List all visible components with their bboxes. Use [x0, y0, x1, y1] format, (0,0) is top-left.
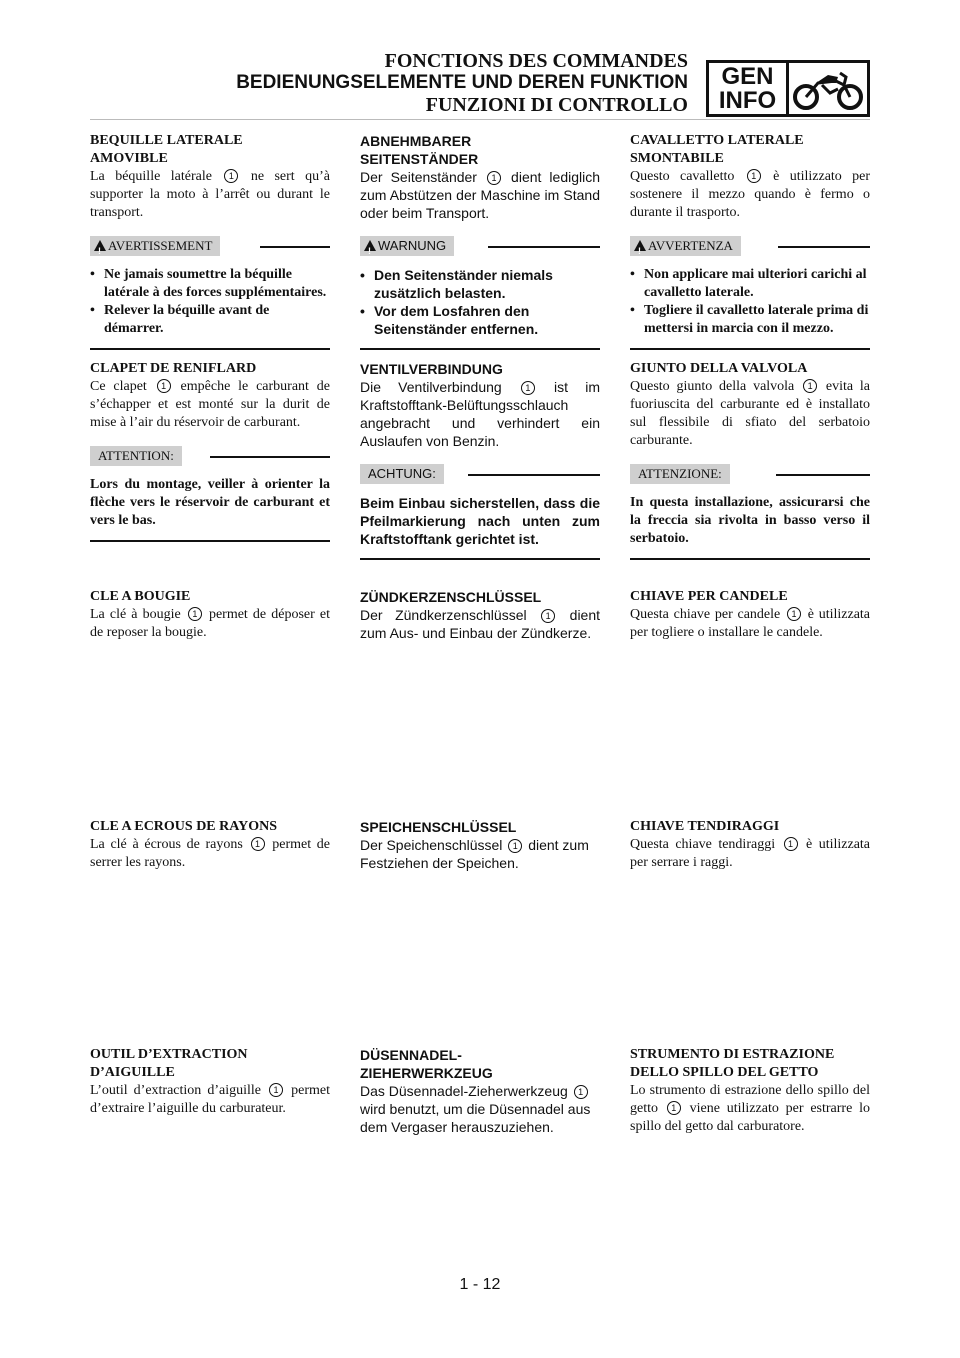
section-body: Ce clapet 1 empêche le carburant de s’échapper et est monté sur la durit de mise à l’air du réservoir de carburant.	[90, 379, 331, 430]
callout-number: 1	[667, 1101, 681, 1115]
header-title-fr: FONCTIONS DES COMMANDES	[384, 50, 688, 72]
section-title: OUTIL D’EXTRACTION	[90, 1047, 248, 1062]
section-title: DÜSENNADEL-	[360, 1047, 462, 1063]
section-title: ZÜNDKERZENSCHLÜSSEL	[360, 589, 542, 605]
section-title: SPEICHENSCHLÜSSEL	[360, 819, 517, 835]
warning-label: ! AVVERTENZA	[630, 236, 870, 260]
callout-number: 1	[188, 607, 202, 621]
section-body: Questa chiave per candele 1 è utilizzata per togliere o installare le candele.	[630, 607, 871, 640]
section-title: BEQUILLE LATERALE	[90, 133, 243, 148]
de-section-spoke-wrench	[360, 818, 600, 872]
caution-label: ATTENTION:	[90, 446, 330, 470]
callout-number: 1	[747, 169, 761, 183]
section-body: Das Düsennadel-Zieherwerkzeug 1 wird benutzt, um die Düsennadel aus dem Vergaser herauszuziehen.	[360, 1083, 591, 1135]
section-body: Questa chiave tendiraggi 1 è utilizzata per serrare i raggi.	[630, 837, 871, 870]
section-title: ABNEHMBARER	[360, 133, 472, 149]
caution-text: Beim Einbau sicherstellen, dass die Pfeilmarkierung nach unten zum Kraftstofftank gerichtet ist.	[360, 495, 600, 547]
list-item: • Relever la béquille avant de démarrer.	[90, 302, 330, 338]
warning-list	[90, 266, 330, 338]
badge-text: GEN INFO	[709, 63, 789, 114]
section-title: CLAPET DE RENIFLARD	[90, 361, 257, 376]
section-title: CHIAVE PER CANDELE	[630, 589, 788, 604]
warning-list	[630, 266, 870, 338]
section-title: AMOVIBLE	[90, 151, 168, 166]
section-title: CHIAVE TENDIRAGGI	[630, 819, 780, 834]
callout-number: 1	[251, 837, 265, 851]
it-section-needle-puller	[630, 1046, 870, 1136]
de-section-side-stand	[360, 132, 600, 350]
section-title: CLE A ECROUS DE RAYONS	[90, 819, 277, 834]
callout-number: 1	[784, 837, 798, 851]
section-title: STRUMENTO DI ESTRAZIONE	[630, 1047, 835, 1062]
callout-number: 1	[803, 379, 817, 393]
it-section-valve-joint	[630, 360, 870, 560]
de-section-needle-puller	[360, 1046, 600, 1136]
warning-label: ! AVERTISSEMENT	[90, 236, 330, 260]
callout-number: 1	[269, 1083, 283, 1097]
section-title: ZIEHERWERKZEUG	[360, 1065, 493, 1081]
section-body: Questo giunto della valvola 1 evita la fuoriuscita del carburante ed è installato sul flessibile di sfiato del serbatoio carburante.	[630, 379, 871, 448]
section-body: Der Speichenschlüssel 1 dient zum Festziehen der Speichen.	[360, 837, 589, 871]
warning-icon	[634, 240, 646, 251]
fr-section-plug-wrench	[90, 588, 330, 642]
caution-label: ATTENZIONE:	[630, 464, 870, 488]
list-item: • Non applicare mai ulteriori carichi al cavalletto laterale.	[630, 266, 870, 302]
section-body: Questo cavalletto 1 è utilizzato per sostenere il mezzo quando è fermo o durante il trasporto.	[630, 169, 871, 220]
motorcycle-icon	[789, 63, 867, 114]
section-body: Lo strumento di estrazione dello spillo del getto 1 viene utilizzato per estrarre lo spillo del getto dal carburatore.	[630, 1083, 871, 1134]
section-body: La béquille latérale 1 ne sert qu’à supporter la moto à l’arrêt ou durant le transport.	[90, 169, 330, 220]
list-item: • Vor dem Losfahren den Seitenständer entfernen.	[360, 302, 600, 338]
fr-section-breather-valve	[90, 360, 330, 542]
header-rule	[90, 119, 870, 120]
caution-label: ACHTUNG:	[360, 464, 600, 488]
caution-text: Lors du montage, veiller à orienter la flèche vers le réservoir de carburant et vers le bas.	[90, 477, 330, 528]
callout-number: 1	[574, 1085, 588, 1099]
section-title: DELLO SPILLO DEL GETTO	[630, 1065, 819, 1080]
fr-section-needle-puller	[90, 1046, 330, 1118]
page-number: 1 - 12	[459, 1276, 501, 1293]
warning-icon	[94, 240, 106, 251]
section-title: D’AIGUILLE	[90, 1065, 175, 1080]
de-section-plug-wrench	[360, 588, 600, 642]
section-body: La clé à bougie 1 permet de déposer et de reposer la bougie.	[90, 607, 330, 640]
callout-number: 1	[541, 609, 555, 623]
section-body: La clé à écrous de rayons 1 permet de serrer les rayons.	[90, 837, 331, 870]
it-section-plug-wrench	[630, 588, 870, 642]
callout-number: 1	[157, 379, 171, 393]
de-section-valve-joint	[360, 360, 600, 560]
list-item: • Ne jamais soumettre la béquille latérale à des forces supplémentaires.	[90, 266, 330, 302]
callout-number: 1	[787, 607, 801, 621]
section-title: VENTILVERBINDUNG	[360, 361, 503, 377]
fr-section-side-stand	[90, 132, 330, 350]
section-body: Der Seitenständer 1 dient lediglich zum Abstützen der Maschine im Stand oder beim Transport.	[360, 169, 601, 221]
warning-list	[360, 266, 600, 338]
section-title: CLE A BOUGIE	[90, 589, 191, 604]
header-title-de: BEDIENUNGSELEMENTE UND DEREN FUNKTION	[236, 72, 688, 93]
caution-text: In questa installazione, assicurarsi che la freccia sia rivolta in basso verso il serbatoio.	[630, 495, 870, 546]
warning-icon	[364, 240, 376, 251]
gen-info-badge	[706, 60, 870, 117]
callout-number: 1	[487, 171, 501, 185]
list-item: • Den Seitenständer niemals zusätzlich belasten.	[360, 266, 600, 302]
section-title: CAVALLETTO LATERALE	[630, 133, 804, 148]
section-body: Die Ventilverbindung 1 ist im Kraftstofftank-Belüftungsschlauch angebracht und verhindert ein Auslaufen von Benzin.	[360, 379, 600, 449]
page-header	[236, 50, 688, 116]
section-body: Der Zündkerzenschlüssel 1 dient zum Aus- und Einbau der Zündkerze.	[360, 607, 601, 641]
fr-section-spoke-wrench	[90, 818, 330, 872]
it-section-side-stand	[630, 132, 870, 350]
callout-number: 1	[508, 839, 522, 853]
list-item: • Togliere il cavalletto laterale prima di mettersi in marcia con il mezzo.	[630, 302, 870, 338]
it-section-spoke-wrench	[630, 818, 870, 872]
section-title: SEITENSTÄNDER	[360, 151, 479, 167]
warning-label: ! WARNUNG	[360, 236, 600, 260]
section-body: L’outil d’extraction d’aiguille 1 permet d’extraire l’aiguille du carburateur.	[90, 1083, 330, 1116]
section-title: SMONTABILE	[630, 151, 724, 166]
header-title-it: FUNZIONI DI CONTROLLO	[425, 94, 688, 116]
section-title: GIUNTO DELLA VALVOLA	[630, 361, 808, 376]
callout-number: 1	[224, 169, 238, 183]
callout-number: 1	[521, 381, 535, 395]
